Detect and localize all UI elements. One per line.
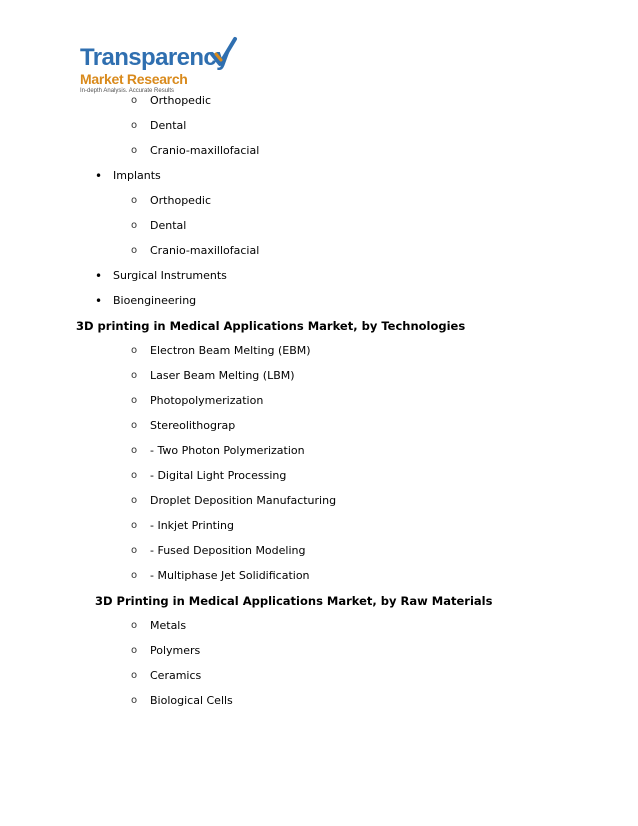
list-item-label: Photopolymerization [150,394,264,407]
list-item-label: - Inkjet Printing [150,519,234,532]
sub-bullet-marker: o [131,370,138,381]
list-item-label: Metals [150,619,187,632]
list-item-label: Cranio-maxillofacial [150,144,260,157]
list-item-label: Laser Beam Melting (LBM) [150,369,295,382]
list-item-label: Bioengineering [113,294,197,307]
list-item-label: Biological Cells [150,694,233,707]
sub-bullet-marker: o [131,545,138,556]
bullet-marker: • [95,269,103,283]
sub-bullet-marker: o [131,445,138,456]
logo-subtitle: Market Research [80,71,188,87]
sub-bullet-marker: o [131,145,138,156]
sub-bullet-marker: o [131,695,138,706]
list-item-label: Implants [113,169,161,182]
sub-bullet-marker: o [131,220,138,231]
sub-bullet-marker: o [131,645,138,656]
list-item-label: - Two Photon Polymerization [150,444,305,457]
list-item-label: - Multiphase Jet Solidification [150,569,310,582]
sub-bullet-marker: o [131,395,138,406]
list-item-label: Electron Beam Melting (EBM) [150,344,311,357]
company-logo [80,36,240,96]
sub-bullet-marker: o [131,570,138,581]
sub-bullet-marker: o [131,420,138,431]
list-item-label: Dental [150,119,187,132]
list-item-label: - Fused Deposition Modeling [150,544,306,557]
section-heading-technologies: 3D printing in Medical Applications Market, by Technologies [76,319,466,333]
list-item-label: Polymers [150,644,201,657]
sub-bullet-marker: o [131,470,138,481]
list-item-label: Orthopedic [150,94,212,107]
sub-bullet-marker: o [131,95,138,106]
checkmark-icon [208,36,238,70]
list-item-label: Droplet Deposition Manufacturing [150,494,337,507]
bullet-marker: • [95,294,103,308]
list-item-label: Orthopedic [150,194,212,207]
sub-bullet-marker: o [131,495,138,506]
sub-bullet-marker: o [131,620,138,631]
logo-name: Transparency [80,44,229,71]
list-item-label: Surgical Instruments [113,269,227,282]
sub-bullet-marker: o [131,245,138,256]
sub-bullet-marker: o [131,345,138,356]
sub-bullet-marker: o [131,520,138,531]
section-heading-raw-materials: 3D Printing in Medical Applications Market, by Raw Materials [95,594,493,608]
sub-bullet-marker: o [131,120,138,131]
list-item-label: - Digital Light Processing [150,469,287,482]
sub-bullet-marker: o [131,670,138,681]
bullet-marker: • [95,169,103,183]
logo-tagline: In-depth Analysis. Accurate Results [80,88,175,94]
list-item-label: Ceramics [150,669,202,682]
sub-bullet-marker: o [131,195,138,206]
list-item-label: Stereolithograp [150,419,236,432]
list-item-label: Dental [150,219,187,232]
list-item-label: Cranio-maxillofacial [150,244,260,257]
